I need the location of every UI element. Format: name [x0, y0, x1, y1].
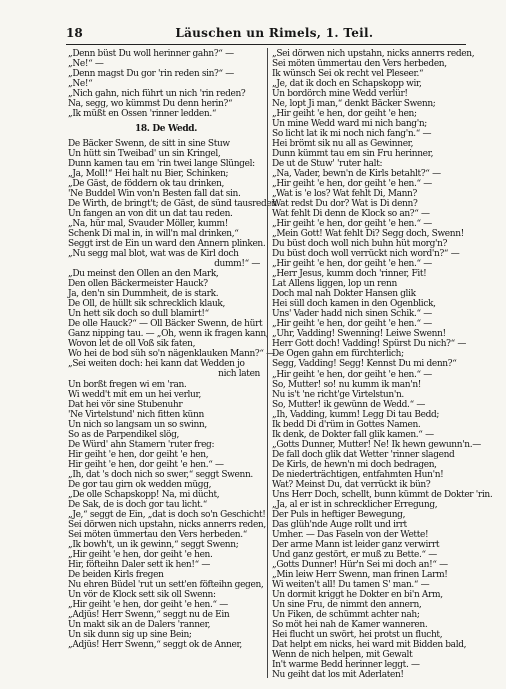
text-line: Ik denk, de Dokter fall glik kamen.“ —: [272, 429, 434, 440]
text-line: Hei brömt sik nu all as Gewinner,: [272, 139, 414, 150]
text-line: Wi weiten't all! Du tamen S' man.“ —: [272, 579, 430, 590]
text-line: „Uhr, Vadding! Swenning! Leiwe Swenn!: [272, 329, 446, 340]
text-line: „Gotts Dunner! Hür'n Sei mi doch an!“ —: [272, 559, 448, 570]
text-line: Un hütt sin Tweibad' un sin Kringel,: [68, 149, 221, 160]
text-line: Nu is't 'ne richt'ge Virtelstun'n.: [272, 389, 404, 400]
text-line: Hei flucht un swört, hei protst un flucht,: [272, 629, 443, 640]
text-line: Un dormit kriggt he Dokter en bi'n Arm,: [272, 589, 443, 600]
text-line: Uns Herr Doch, schellt, bunn kümmt de Dokter 'rin.: [272, 489, 493, 500]
text-line: Un mine Wedd ward mi nich bang'n;: [272, 119, 427, 130]
text-line: Wi wedd't mit em un hei verlur,: [68, 389, 201, 400]
text-line: 'Ne Virtelstund' nich fitten künn: [68, 409, 204, 420]
text-line: „Herr Jesus, kumm doch 'rinner, Fit!: [272, 269, 427, 280]
text-line: Ne, lopt Ji man,“ denkt Bäcker Swenn;: [272, 99, 436, 110]
text-line: „Nich gahn, nich führt un nich 'rin reden?: [68, 89, 246, 100]
text-line: Ik bedd Di d'rüm in Gottes Namen.: [272, 419, 421, 430]
text-line: „Min leiw Herr Swenn, man frinen Larm!: [272, 569, 448, 580]
text-line: Un nich so langsam un so swinn,: [68, 419, 207, 430]
text-line: Wovon let de oll Voß sik faten,: [68, 339, 196, 350]
text-line: „De olle Schapskopp! Na, mi dücht,: [68, 489, 220, 500]
text-line: Wat? Meinst Du, dat verrückt ik bün?: [272, 479, 431, 490]
text-line: Hir geiht 'e hen, dor geiht 'e hen,: [68, 449, 209, 460]
text-line: „Sei weiten doch: hei kann dat Wedden jo: [68, 359, 245, 370]
text-line: Dat hei vör sine Stubenuhr: [68, 399, 183, 410]
text-line: Wenn de nich helpen, mit Gewalt: [272, 649, 413, 660]
column-divider: [267, 48, 268, 678]
text-line: „Hir geiht 'e hen, dor geiht 'e hen.“ —: [272, 259, 432, 270]
text-line: So möt hei nah de Kamer wanneren.: [272, 619, 428, 630]
text-line: Un fangen an von dit un dat tau reden.: [68, 209, 233, 220]
text-line: Nu geiht dat los mit Aderlaten!: [272, 669, 404, 680]
text-line: „Ik müßt en Ossen 'rinner ledden.“: [68, 109, 217, 120]
text-line: So licht lat ik mi noch nich fang'n.“ —: [272, 129, 432, 140]
text-line: „Denn büst Du woll herinner gahn?“ —: [68, 49, 234, 59]
text-line: De Sak, de is doch gor tau licht.“: [68, 499, 208, 510]
text-line: „Denn magst Du gor 'rin reden sin?“ —: [68, 69, 234, 80]
text-line: 'Ne Buddel Win von'n Besten fall dat sin.: [68, 189, 241, 200]
text-line: „Hir geiht 'e hen, dor geiht 'e hen.“ —: [272, 179, 432, 190]
text-line: „Hir geiht 'e hen, dor geiht 'e hen;: [272, 109, 417, 120]
text-line: Ik wünsch Sei ok recht vel Pleseer.“: [272, 69, 424, 80]
text-line: Segg, Vadding! Segg! Kennst Du mi denn?“: [272, 359, 457, 370]
text-line: Hir, föfteihn Daler sett ik hen!“ —: [68, 559, 211, 570]
text-line: Un hett sik doch so dull blamirt!“: [68, 309, 209, 320]
text-line: „Ih, Vadding, kumm! Legg Di tau Bedd;: [272, 409, 440, 420]
text-line: Der Puls in heftiger Bewegung,: [272, 509, 406, 520]
text-line: nich laten: [218, 369, 260, 380]
text-line: Du büst doch woll verrückt nich word'n?“ —: [272, 249, 460, 260]
text-line: Den ollen Bäckermeister Hauck?: [68, 279, 208, 290]
text-line: De niederträchtigen, entfahmten Hun'n!: [272, 469, 444, 480]
text-line: Un Fiken, de schümmt achter nah;: [272, 609, 420, 620]
text-line: „Ja, Moll!“ Hei halt nu Bier, Schinken;: [68, 169, 229, 180]
text-line: De Oll, de hüllt sik schrecklich klauk,: [68, 299, 226, 310]
text-line: „Nu segg mal blot, wat was de Kirl doch: [68, 249, 239, 260]
text-line: Dunn kamen tau em 'rin twei lange Slüngel:: [68, 159, 255, 170]
text-line: Ja, den'n sin Dummheit, de is stark.: [68, 289, 219, 300]
text-line: Sei möten ümmertau den Vers herbeden,: [272, 59, 447, 70]
text-line: Wo hei de bod süh so'n nägenklauken Mann?“ —: [68, 349, 275, 360]
text-line: Un borßt fregen wi em 'ran.: [68, 379, 187, 390]
text-line: „Hir geiht 'e hen, dor geiht 'e hen.“ —: [272, 319, 432, 330]
text-line: Hei süll doch kamen in den Ogenblick,: [272, 299, 436, 310]
text-line: Das glüh'nde Auge rollt und irrt: [272, 519, 407, 530]
page-number: 18: [66, 26, 83, 40]
header-rule: [66, 44, 466, 45]
text-line: Un makt sik an de Dalers 'ranner,: [68, 619, 211, 630]
text-line: De beiden Kirls fregen: [68, 569, 164, 580]
text-line: „Du meinst den Ollen an den Mark,: [68, 269, 219, 280]
text-line: Un sik dunn sig up sine Bein;: [68, 629, 192, 640]
text-line: „De Gäst, de föddern ok tau drinken,: [68, 179, 225, 190]
text-line: Und ganz gestört, er muß zu Bette.“ —: [272, 549, 437, 560]
text-line: „Mein Gott! Wat fehlt Di? Segg doch, Swenn!: [272, 229, 464, 240]
text-line: Un bordörch mine Wedd verlür!: [272, 89, 408, 100]
text-line: De olle Hauck?“ — Oll Bäcker Swenn, de hürt: [68, 319, 263, 330]
text-line: Umher. — Das Faseln von der Wette!: [272, 529, 429, 540]
text-line: „Wat is 'e los? Wat fehlt Di, Mann?: [272, 189, 417, 200]
text-line: De Kirls, de hewn'n mi doch bedragen,: [272, 459, 437, 470]
text-line: De Würd' ahn Stamern 'ruter freg:: [68, 439, 215, 450]
text-line: Un sine Fru, de nimmt den annern,: [272, 599, 422, 610]
text-line: Wat redst Du dor? Wat is Di denn?: [272, 199, 418, 210]
text-line: Schenk Di mal in, in will'n mal drinken,“: [68, 229, 239, 240]
text-line: Sei dörwen nich upstahn, nicks annerrs reden,: [68, 519, 266, 530]
text-line: „Na, hür mal, Svauder Möller, kumm!: [68, 219, 228, 230]
text-line: „Na, Vader, bewn'n de Kirls betahlt?“ —: [272, 169, 441, 180]
text-line: Der arme Mann ist leider ganz verwirrt: [272, 539, 440, 550]
text-line: „Ne!“ —: [68, 59, 104, 70]
text-line: „Hir geiht 'e hen, dor geiht 'e hen.“ —: [272, 369, 432, 380]
text-line: „Ik bowh't, un ik gewinn,“ seggt Swenn;: [68, 539, 239, 550]
text-line: Dat helpt em nicks, hei ward mit Bidden bald,: [272, 639, 467, 650]
left-column: [68, 49, 277, 683]
text-line: „Ih, dat 's doch nich so swer,“ seggt Swenn.: [68, 469, 253, 480]
text-line: De fall doch glik dat Wetter 'rinner slagend: [272, 449, 455, 460]
text-line: Hir geiht 'e hen, dor geiht 'e hen.“ —: [68, 459, 224, 470]
text-line: De gor tau girn ok wedden mügg,: [68, 479, 212, 490]
text-line: Seggt irst de Ein un ward den Annern plinken.: [68, 239, 266, 250]
text-line: Herr Gott doch! Vadding! Spürst Du nich?“ —: [272, 339, 467, 350]
text-line: Ganz nipping tau. — „Oh, wenn ik fragen kann,: [68, 329, 269, 340]
text-line: Uns' Vader hadd nich sinen Schik.“ —: [272, 309, 432, 320]
text-line: In't warme Bedd herinner leggt. —: [272, 659, 420, 670]
text-line: Lat Allens liggen, lop un renn: [272, 279, 397, 290]
text-line: Nu ehren Büdel 'rut un sett'en föfteihn gegen,: [68, 579, 264, 590]
text-line: So, Mutter! ik gewünn de Wedd.“ —: [272, 399, 425, 410]
text-line: „Sei dörwen nich upstahn, nicks annerrs reden,: [272, 49, 475, 59]
text-line: Doch mal nah Dokter Hansen glik: [272, 289, 416, 300]
text-line: „Adjüs! Herr Swenn,“ seggt ok de Anner,: [68, 639, 242, 650]
text-line: De Wirth, de bringt't; de Gäst, de sünd tausreden: [68, 199, 277, 210]
text-line: „Gotts Dunner, Mutter! Ne! Ik hewn gewunn'n.—: [272, 439, 481, 450]
text-line: So as de Parpendikel slög,: [68, 429, 180, 440]
page-header: [66, 26, 466, 42]
text-line: De Ogen gahn em fürchterlich;: [272, 349, 404, 360]
text-line: „Ja, al er ist in schrecklicher Erregung,: [272, 499, 438, 510]
text-line: „Hir geiht 'e hen, dor geiht 'e hen.“ —: [68, 599, 228, 610]
text-line: So, Mutter! so! nu kumm ik man'n!: [272, 379, 422, 390]
text-line: Un vör de Klock sett sik oll Swenn:: [68, 589, 216, 600]
text-line: „Adjüs! Herr Swenn,“ seggt nu de Ein: [68, 609, 230, 620]
text-line: dumm!“ —: [214, 259, 260, 270]
text-line: „Hir geiht 'e hen, dor geiht 'e hen.: [68, 549, 213, 560]
text-line: Na, segg, wo kümmst Du denn herin?“: [68, 99, 233, 110]
text-line: Sei möten ümmertau den Vers herbeden.“: [68, 529, 248, 540]
poem-heading: 18. De Wedd.: [134, 124, 198, 135]
text-line: Du büst doch woll nich buhn hüt morg'n?: [272, 239, 448, 250]
text-line: „Ne!“: [68, 79, 93, 90]
text-line: „Hir geiht 'e hen, dor geiht 'e hen.“ —: [272, 219, 432, 230]
text-line: De ut de Stuw' 'ruter halt:: [272, 159, 383, 170]
text-line: De Bäcker Swenn, de sitt in sine Stuw: [68, 139, 230, 150]
text-line: Wat fehlt Di denn de Klock so an?“ —: [272, 209, 430, 220]
right-column: [272, 49, 493, 683]
text-line: „Je, dat ik doch en Schapskopp wir,: [272, 79, 422, 90]
text-line: „Je,“ seggt de Ein, „dat is doch so'n Geschicht!: [68, 509, 266, 520]
running-title: Läuschen un Rimels, 1. Teil.: [175, 26, 374, 40]
text-line: Dunn kümmt tau em sin Fru herinner,: [272, 149, 434, 160]
